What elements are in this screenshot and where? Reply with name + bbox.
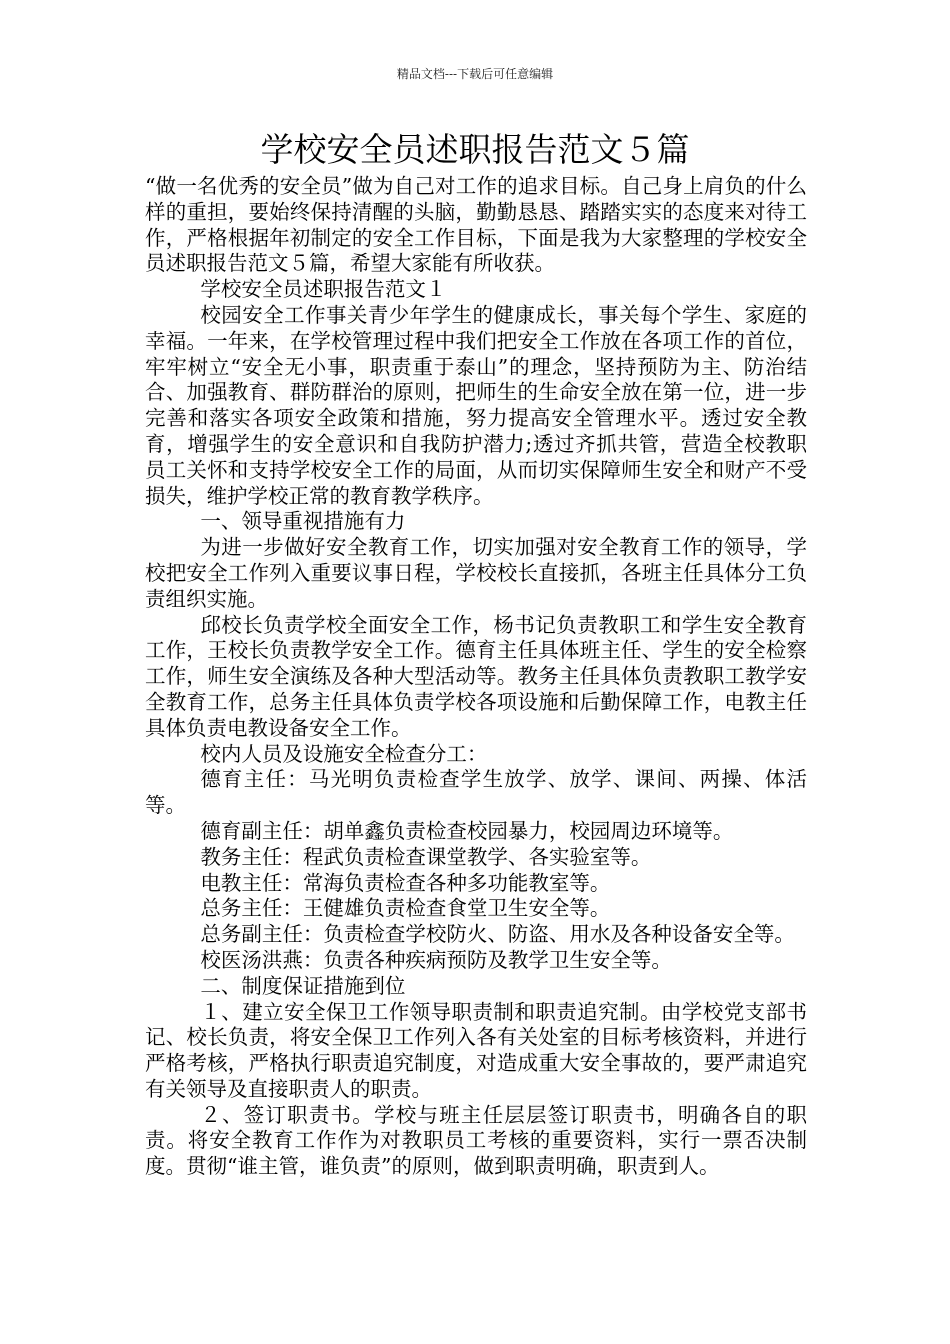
section-heading: 二、制度保证措施到位 <box>200 973 406 998</box>
body-paragraph: 校内人员及设施安全检查分工： <box>200 741 488 766</box>
document-title: 学校安全员述职报告范文５篇 <box>260 130 690 169</box>
duty-item: 校医汤洪燕：负责各种疾病预防及教学卫生安全等。 <box>200 947 672 972</box>
duty-item: 总务主任：王健雄负责检查食堂卫生安全等。 <box>200 896 611 921</box>
body-paragraph: ２、签订职责书。学校与班主任层层签订职责书，明确各自的职责。将安全教育工作作为对教职员工考核的重要资料，实行一票否决制度。贯彻“谁主管，谁负责”的原则，做到职责明确，职责到人。 <box>145 1102 807 1179</box>
page-header-note: 精品文档---下载后可任意编辑 <box>396 67 554 81</box>
body-paragraph: 邱校长负责学校全面安全工作，杨书记负责教职工和学生安全教育工作，王校长负责教学安全工作。德育主任具体班主任、学生的安全检察工作，师生安全演练及各种大型活动等。教务主任具体负责教职工教学安全教育工作，总务主任具体负责学校各项设施和后勤保障工作，电教主任具体负责电教设备安全工作。 <box>145 612 807 740</box>
duty-item: 电教主任：常海负责检查各种多功能教室等。 <box>200 870 611 895</box>
body-paragraph: １、建立安全保卫工作领导职责制和职责追究制。由学校党支部书记、校长负责，将安全保卫工作列入各有关处室的目标考核资料，并进行严格考核，严格执行职责追究制度，对造成重大安全事故的，要严肃追究有关领导及直接职责人的职责。 <box>145 999 807 1101</box>
duty-item: 德育主任：马光明负责检查学生放学、放学、课间、两操、体活等。 <box>145 767 807 818</box>
body-paragraph: 为进一步做好安全教育工作，切实加强对安全教育工作的领导，学校把安全工作列入重要议事日程，学校校长直接抓，各班主任具体分工负责组织实施。 <box>145 535 807 611</box>
section-heading: 学校安全员述职报告范文１ <box>200 277 447 302</box>
duty-item: 教务主任：程武负责检查课堂教学、各实验室等。 <box>200 844 652 869</box>
intro-paragraph: “做一名优秀的安全员”做为自己对工作的追求目标。自己身上肩负的什么样的重担，要始终保持清醒的头脑，勤勤恳恳、踏踏实实的态度来对待工作，严格根据年初制定的安全工作目标，下面是我为大家整理的学校安全员述职报告范文５篇，希望大家能有所收获。 <box>145 174 807 276</box>
section-heading: 一、领导重视措施有力 <box>200 509 406 534</box>
document-body <box>145 174 807 1180</box>
body-paragraph: 校园安全工作事关青少年学生的健康成长，事关每个学生、家庭的幸福。一年来，在学校管理过程中我们把安全工作放在各项工作的首位，牢牢树立“安全无小事，职责重于泰山”的理念，坚持预防为主、防治结合、加强教育、群防群治的原则，把师生的生命安全放在第一位，进一步完善和落实各项安全政策和措施，努力提高安全管理水平。透过安全教育，增强学生的安全意识和自我防护潜力;透过齐抓共管，营造全校教职员工关怀和支持学校安全工作的局面，从而切实保障师生安全和财产不受损失，维护学校正常的教育教学秩序。 <box>145 302 807 508</box>
duty-item: 德育副主任：胡单鑫负责检查校园暴力，校园周边环境等。 <box>200 818 734 843</box>
duty-item: 总务副主任：负责检查学校防火、防盗、用水及各种设备安全等。 <box>200 922 795 947</box>
